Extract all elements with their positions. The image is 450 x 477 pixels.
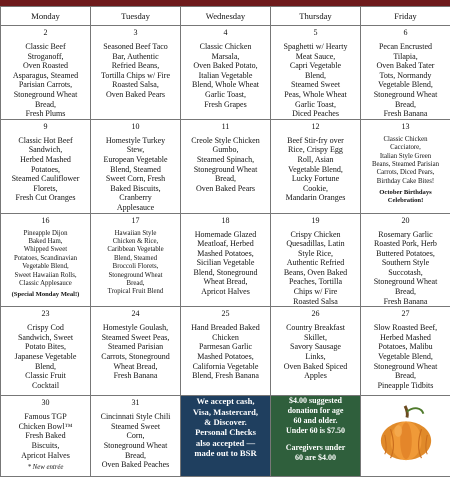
week-row bbox=[1, 213, 450, 307]
meal-text: Rosemary Garlic Roasted Pork, Herb Buttered Potatoes, Southern Style Succotash, Stoneground Wheat Bread, Fresh Banana bbox=[363, 230, 448, 307]
day-number: 9 bbox=[3, 122, 88, 132]
day-cell bbox=[1, 26, 91, 120]
day-cell bbox=[1, 213, 91, 307]
week-row bbox=[1, 307, 450, 396]
day-cell bbox=[271, 26, 361, 120]
day-cell bbox=[91, 119, 181, 213]
meal-text: Classic Hot Beef Sandwich, Herbed Mashed Potatoes, Steamed Cauliflower Florets, Fresh Cut Oranges bbox=[3, 136, 88, 203]
menu-calendar bbox=[0, 6, 450, 477]
day-number: 18 bbox=[183, 216, 268, 226]
meal-text: Classic Chicken Marsala, Oven Baked Potato, Italian Vegetable Blend, Whole Wheat Garlic Toast, Fresh Grapes bbox=[183, 42, 268, 109]
new-entree-note: * New entrée bbox=[3, 464, 88, 472]
day-cell bbox=[361, 213, 450, 307]
day-number: 5 bbox=[273, 28, 358, 38]
meal-text: Homestyle Turkey Stew, European Vegetable Blend, Steamed Sweet Corn, Fresh Baked Biscuits, Cranberry Applesauce bbox=[93, 136, 178, 213]
day-cell bbox=[271, 119, 361, 213]
day-number: 25 bbox=[183, 309, 268, 319]
meal-text: Hand Breaded Baked Chicken Parmesan Garlic Mashed Potatoes, California Vegetable Blend, Fresh Banana bbox=[183, 323, 268, 381]
day-header-monday: Monday bbox=[1, 7, 91, 26]
meal-text: Homestyle Goulash, Steamed Sweet Peas, Steamed Parisian Carrots, Stoneground Wheat Bread, Fresh Banana bbox=[93, 323, 178, 381]
meal-text: Cincinnati Style Chili Steamed Sweet Corn, Stoneground Wheat Bread, Oven Baked Peaches bbox=[93, 412, 178, 470]
meal-text: Pineapple Dijon Baked Ham, Whipped Sweet Potatoes, Scandinavian Vegetable Blend, Sweet Hawaiian Rolls, Classic Applesauce bbox=[3, 230, 88, 289]
donation-info-box bbox=[271, 396, 361, 477]
day-number: 13 bbox=[363, 122, 448, 132]
payment-info-text: We accept cash, Visa, Mastercard, & Discover. Personal Checks also accepted — made out to BSR bbox=[193, 396, 258, 458]
day-number: 20 bbox=[363, 216, 448, 226]
day-header-thursday: Thursday bbox=[271, 7, 361, 26]
day-cell bbox=[181, 307, 271, 396]
day-number: 11 bbox=[183, 122, 268, 132]
day-number: 4 bbox=[183, 28, 268, 38]
day-number: 23 bbox=[3, 309, 88, 319]
day-cell bbox=[91, 213, 181, 307]
day-cell bbox=[1, 307, 91, 396]
day-cell bbox=[181, 119, 271, 213]
day-number: 2 bbox=[3, 28, 88, 38]
meal-text: Seasoned Beef Taco Bar, Authentic Refried Beans, Tortilla Chips w/ Fire Roasted Salsa, Oven Baked Pears bbox=[93, 42, 178, 100]
meal-text: Famous TGP Chicken Bowl™ Fresh Baked Biscuits, Apricot Halves bbox=[3, 412, 88, 460]
day-cell bbox=[361, 26, 450, 120]
meal-text: Country Breakfast Skillet, Savory Sausage Links, Oven Baked Spiced Apples bbox=[273, 323, 358, 381]
meal-text: Crispy Cod Sandwich, Sweet Potato Bites, Japanese Vegetable Blend, Classic Fruit Cocktail bbox=[3, 323, 88, 390]
day-cell bbox=[181, 26, 271, 120]
pumpkin-graphic bbox=[377, 402, 435, 464]
week-row bbox=[1, 26, 450, 120]
payment-info-box bbox=[181, 396, 271, 477]
meal-text: Beef Stir-fry over Rice, Crispy Egg Roll, Asian Vegetable Blend, Lucky Fortune Cookie, Mandarin Oranges bbox=[273, 136, 358, 203]
day-cell bbox=[361, 119, 450, 213]
day-cell bbox=[361, 307, 450, 396]
donation-text: $4.00 suggested donation for age 60 and older. Under 60 is $7.50 bbox=[286, 396, 345, 434]
caregiver-text: Caregivers under 60 are $4.00 bbox=[286, 443, 346, 462]
day-number: 30 bbox=[3, 398, 88, 408]
day-number: 19 bbox=[273, 216, 358, 226]
meal-text: Homemade Glazed Meatloaf, Herbed Mashed Potatoes, Sicilian Vegetable Blend, Stoneground Wheat Bread, Apricot Halves bbox=[183, 230, 268, 297]
day-cell bbox=[1, 396, 91, 477]
pumpkin-cell bbox=[361, 396, 450, 477]
day-number: 17 bbox=[93, 216, 178, 226]
day-cell bbox=[1, 119, 91, 213]
day-number: 27 bbox=[363, 309, 448, 319]
day-number: 12 bbox=[273, 122, 358, 132]
week-row bbox=[1, 396, 450, 477]
day-cell bbox=[91, 396, 181, 477]
day-header-wednesday: Wednesday bbox=[181, 7, 271, 26]
day-cell bbox=[271, 307, 361, 396]
day-header-tuesday: Tuesday bbox=[91, 7, 181, 26]
day-cell bbox=[181, 213, 271, 307]
meal-text: Creole Style Chicken Gumbo, Steamed Spinach, Stoneground Wheat Bread, Oven Baked Pears bbox=[183, 136, 268, 194]
special-note: (Special Monday Meal!) bbox=[3, 291, 88, 299]
pumpkin-icon bbox=[377, 402, 435, 464]
weekday-header-row bbox=[1, 7, 450, 26]
day-number: 3 bbox=[93, 28, 178, 38]
day-number: 26 bbox=[273, 309, 358, 319]
day-number: 31 bbox=[93, 398, 178, 408]
meal-text: Classic Beef Stroganoff, Oven Roasted Asparagus, Steamed Parisian Carrots, Stoneground Wheat Bread, Fresh Plums bbox=[3, 42, 88, 119]
meal-text: Spaghetti w/ Hearty Meat Sauce, Capri Vegetable Blend, Steamed Sweet Peas, Whole Wheat Garlic Toast, Diced Peaches bbox=[273, 42, 358, 119]
day-number: 6 bbox=[363, 28, 448, 38]
meal-text: Slow Roasted Beef, Herbed Mashed Potatoes, Malibu Vegetable Blend, Stoneground Wheat Bread, Pineapple Tidbits bbox=[363, 323, 448, 390]
day-cell bbox=[91, 26, 181, 120]
day-cell bbox=[271, 213, 361, 307]
meal-text: Hawaiian Style Chicken & Rice, Caribbean Vegetable Blend, Steamed Broccoli Florets, Stoneground Wheat Bread, Tropical Fruit Blend bbox=[93, 230, 178, 297]
day-number: 24 bbox=[93, 309, 178, 319]
birthday-note: October Birthdays Celebration! bbox=[363, 189, 448, 205]
day-number: 10 bbox=[93, 122, 178, 132]
day-cell bbox=[91, 307, 181, 396]
meal-text: Pecan Encrusted Tilapia, Oven Baked Tater Tots, Normandy Vegetable Blend, Stoneground Wheat Bread, Fresh Banana bbox=[363, 42, 448, 119]
week-row bbox=[1, 119, 450, 213]
day-header-friday: Friday bbox=[361, 7, 450, 26]
meal-text: Crispy Chicken Quesadillas, Latin Style Rice, Authentic Refried Beans, Oven Baked Peaches, Tortilla Chips w/ Fire Roasted Salsa bbox=[273, 230, 358, 307]
meal-text: Classic Chicken Cacciatore, Italian Style Green Beans, Steamed Parisian Carrots, Diced Pears, Birthday Cake Bites! bbox=[363, 136, 448, 186]
day-number: 16 bbox=[3, 216, 88, 226]
